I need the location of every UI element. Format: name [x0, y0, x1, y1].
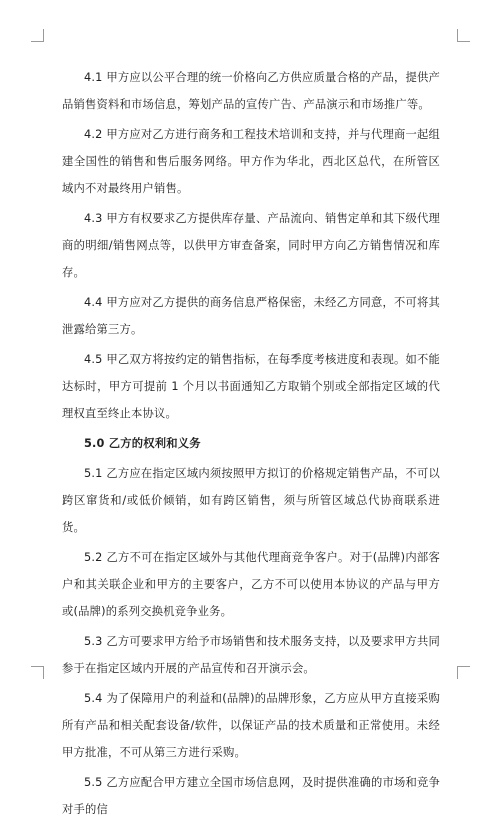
clause-5-4: 5.4 为了保障用户的利益和(品牌)的品牌形象，乙方应从甲方直接采购所有产品和相关配套设备/软件，以保证产品的技术质量和正常使用。未经甲方批准，不可从第三方进行采购。 — [62, 692, 440, 759]
clause-4-3: 4.3 甲方有权要求乙方提供库存量、产品流向、销售定单和其下级代理商的明细/销售网点等，以供甲方审查备案，同时甲方向乙方销售情况和库存。 — [62, 212, 440, 279]
clause-5-5: 5.5 乙方应配合甲方建立全国市场信息网，及时提供准确的市场和竞争对手的信 — [62, 776, 440, 816]
clause-5-1: 5.1 乙方应在指定区域内须按照甲方拟订的价格规定销售产品，不可以跨区窜货和/或低价倾销，如有跨区销售，须与所管区域总代协商联系进货。 — [62, 467, 440, 534]
clause-4-4: 4.4 甲方应对乙方提供的商务信息严格保密，未经乙方同意，不可将其泄露给第三方。 — [62, 296, 440, 336]
crop-mark-top-right — [457, 29, 470, 42]
clause-5-2: 5.2 乙方不可在指定区域外与其他代理商竞争客户。对于(品牌)内部客户和其关联企业和甲方的主要客户，乙方不可以使用本协议的产品与甲方或(品牌)的系列交换机竞争业务。 — [62, 551, 440, 618]
document-body — [62, 64, 440, 826]
section-heading-5: 5.0 乙方的权利和义务 — [84, 437, 201, 450]
clause-4-1: 4.1 甲方应以公平合理的统一价格向乙方供应质量合格的产品，提供产品销售资料和市场信息，筹划产品的宣传广告、产品演示和市场推广等。 — [62, 71, 440, 111]
crop-mark-bottom-right — [457, 666, 470, 679]
crop-mark-top-left — [31, 29, 44, 42]
clause-4-5: 4.5 甲乙双方将按约定的销售指标，在每季度考核进度和表现。如不能达标时，甲方可提前 1 个月以书面通知乙方取销个别或全部指定区域的代理权直至终止本协议。 — [62, 353, 440, 420]
crop-mark-bottom-left — [31, 666, 44, 679]
clause-4-2: 4.2 甲方应对乙方进行商务和工程技术培训和支持，并与代理商一起组建全国性的销售和售后服务网络。甲方作为华北，西北区总代，在所管区域内不对最终用户销售。 — [62, 128, 440, 195]
clause-5-3: 5.3 乙方可要求甲方给予市场销售和技术服务支持，以及要求甲方共同参于在指定区域内开展的产品宣传和召开演示会。 — [62, 635, 440, 675]
